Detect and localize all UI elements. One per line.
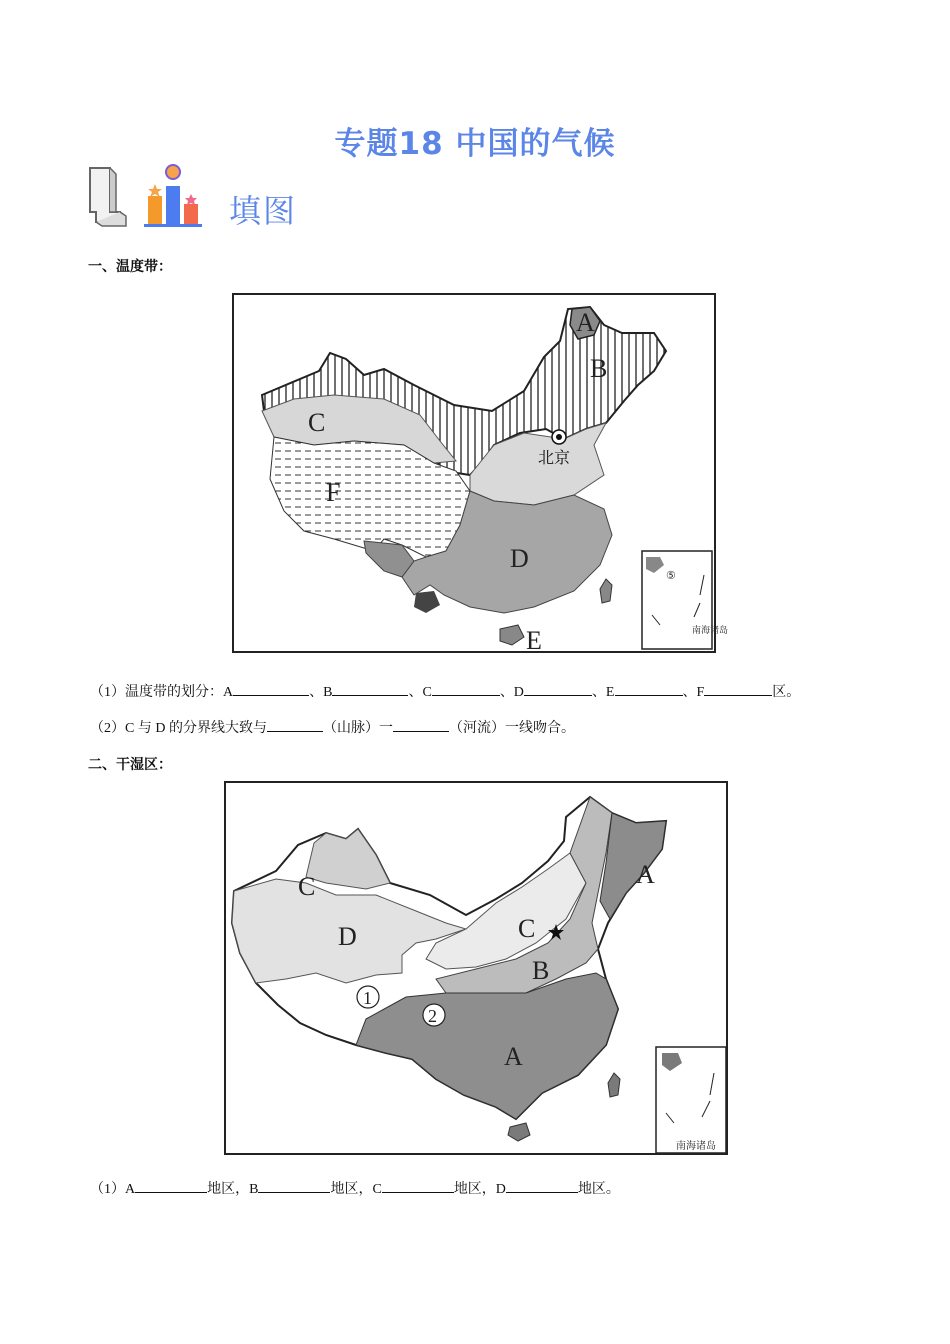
answer-blank-e[interactable] <box>615 681 683 696</box>
map1-label-b: B <box>590 354 608 383</box>
map2-label-d: D <box>338 922 357 951</box>
section1-question-1: （1）温度带的划分：A 、B 、C 、D 、E 、F 区。 <box>90 681 800 701</box>
map1-inset-mark: ⑤ <box>666 569 676 582</box>
banner-title: 填图 <box>229 192 298 230</box>
section2-heading: 二、干湿区： <box>88 757 172 773</box>
map2-label-a2: A <box>504 1042 523 1071</box>
section-banner <box>86 160 326 232</box>
map1-label-c: C <box>308 408 326 437</box>
answer-blank-d[interactable] <box>524 681 592 696</box>
map1-inset <box>642 551 728 649</box>
podium-icon <box>144 165 202 227</box>
dry-wet-region-map <box>224 781 728 1155</box>
map2-inset-label: 南海诸岛 <box>676 1141 716 1152</box>
temperature-zone-map <box>232 293 729 655</box>
answer-blank-f[interactable] <box>704 681 772 696</box>
section1-heading: 一、温度带： <box>88 259 172 275</box>
map1-label-e: E <box>526 626 542 655</box>
map2-label-b: B <box>532 956 550 985</box>
map1-label-beijing: 北京 <box>538 448 571 467</box>
answer-blank-2c[interactable] <box>382 1178 454 1193</box>
answer-blank-c[interactable] <box>432 681 500 696</box>
region-a-northeast <box>600 813 666 919</box>
map1-label-d: D <box>510 544 529 573</box>
number-one-icon <box>86 160 226 232</box>
answer-blank-a[interactable] <box>233 681 309 696</box>
map1-label-a: A <box>576 308 595 337</box>
map2-inset <box>656 1047 726 1153</box>
zone-e-region <box>500 625 524 645</box>
map2-label-two: 2 <box>428 1006 437 1026</box>
answer-blank-2b[interactable] <box>258 1178 330 1193</box>
answer-blank-2a[interactable] <box>135 1178 207 1193</box>
answer-blank-river[interactable] <box>393 717 449 732</box>
answer-blank-b[interactable] <box>332 681 408 696</box>
map2-label-c1: C <box>298 872 316 901</box>
page-title: 专题18 中国的气候 <box>334 126 616 162</box>
map1-label-f: F <box>326 478 341 507</box>
section2-question-1: （1）A 地区，B 地区，C 地区，D 地区。 <box>90 1178 620 1198</box>
map2-label-one: 1 <box>363 988 372 1008</box>
map2-label-a1: A <box>636 860 655 889</box>
map1-inset-label: 南海诸岛 <box>692 626 729 636</box>
section1-question-2: （2）C 与 D 的分界线大致与 （山脉）一 （河流）一线吻合。 <box>90 717 575 737</box>
answer-blank-2d[interactable] <box>506 1178 578 1193</box>
answer-blank-mountain[interactable] <box>267 717 323 732</box>
map2-label-c2: C <box>518 914 536 943</box>
